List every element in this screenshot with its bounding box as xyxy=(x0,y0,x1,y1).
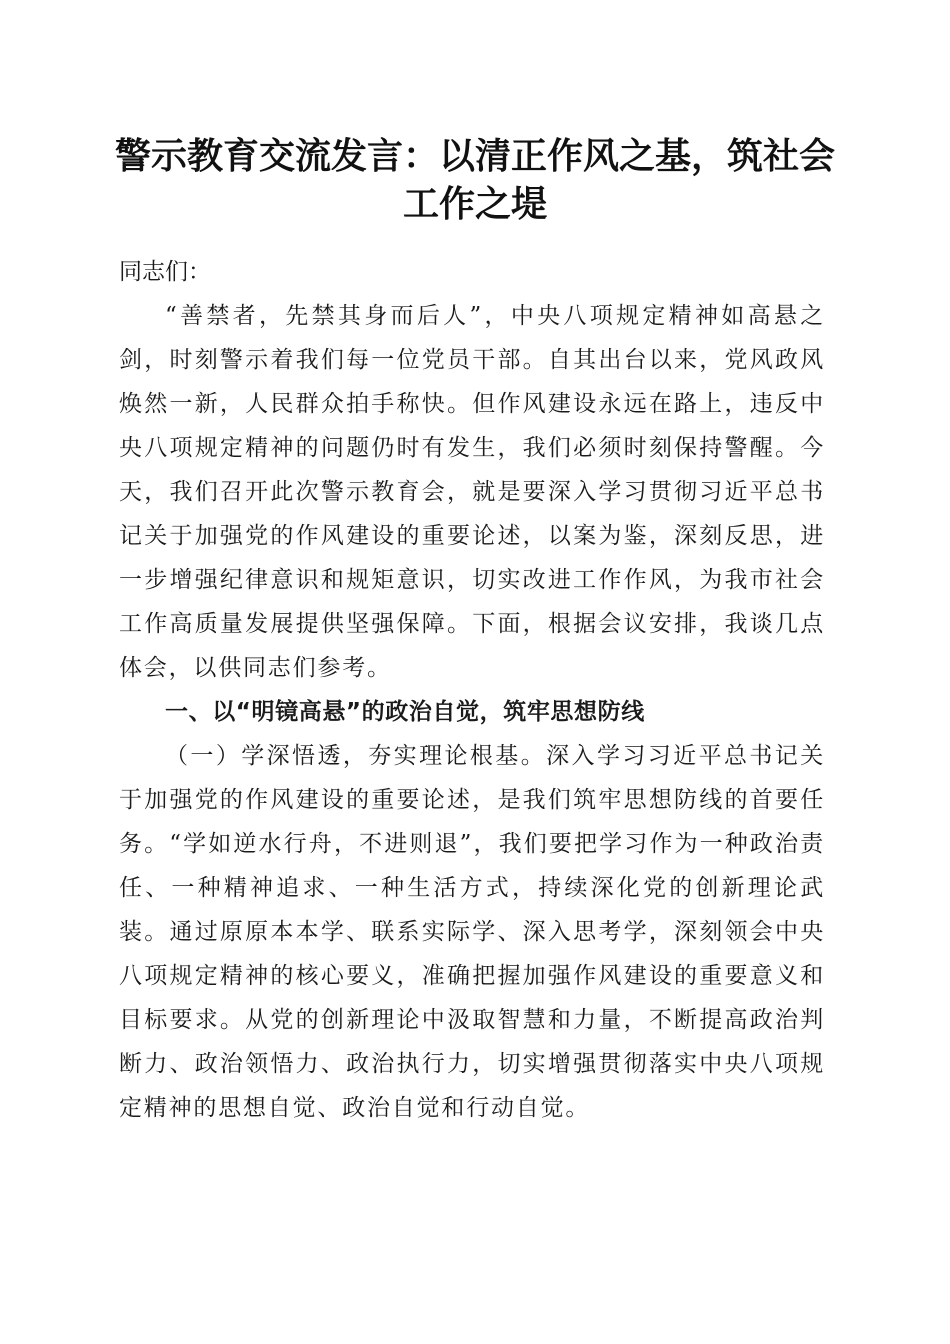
document-title xyxy=(100,132,850,228)
intro-paragraph: “善禁者，先禁其身而后人”，中央八项规定精神如高悬之剑，时刻警示着我们每一位党员干部。自其出台以来，党风政风焕然一新，人民群众拍手称快。但作风建设永远在路上，违反中央八项规定精神的问题仍时有发生，我们必须时刻保持警醒。今天，我们召开此次警示教育会，就是要深入学习贯彻习近平总书记关于加强党的作风建设的重要论述，以案为鉴，深刻反思，进一步增强纪律意识和规矩意识，切实改进工作作风，为我市社会工作高质量发展提供坚强保障。下面，根据会议安排，我谈几点体会，以供同志们参考。 xyxy=(119,303,825,681)
title-line-1: 警示教育交流发言：以清正作风之基，筑社会 xyxy=(114,135,835,177)
subsection-lead-1: （一）学深悟透，夯实理论根基。 xyxy=(165,743,547,769)
subsection-paragraph-1 xyxy=(119,734,825,1130)
title-line-2: 工作之堤 xyxy=(402,183,547,225)
document-body xyxy=(119,250,825,1130)
section-heading-1: 一、以“明镜高悬”的政治自觉，筑牢思想防线 xyxy=(165,699,645,725)
salutation: 同志们： xyxy=(119,259,211,285)
subsection-text-1: 深入学习习近平总书记关于加强党的作风建设的重要论述，是我们筑牢思想防线的首要任务。“学如逆水行舟，不进则退”，我们要把学习作为一种政治责任、一种精神追求、一种生活方式，持续深化党的创新理论武装。通过原原本本学、联系实际学、深入思考学，深刻领会中央八项规定精神的核心要义，准确把握加强作风建设的重要意义和目标要求。从党的创新理论中汲取智慧和力量，不断提高政治判断力、政治领悟力、政治执行力，切实增强贯彻落实中央八项规定精神的思想自觉、政治自觉和行动自觉。 xyxy=(119,743,825,1121)
